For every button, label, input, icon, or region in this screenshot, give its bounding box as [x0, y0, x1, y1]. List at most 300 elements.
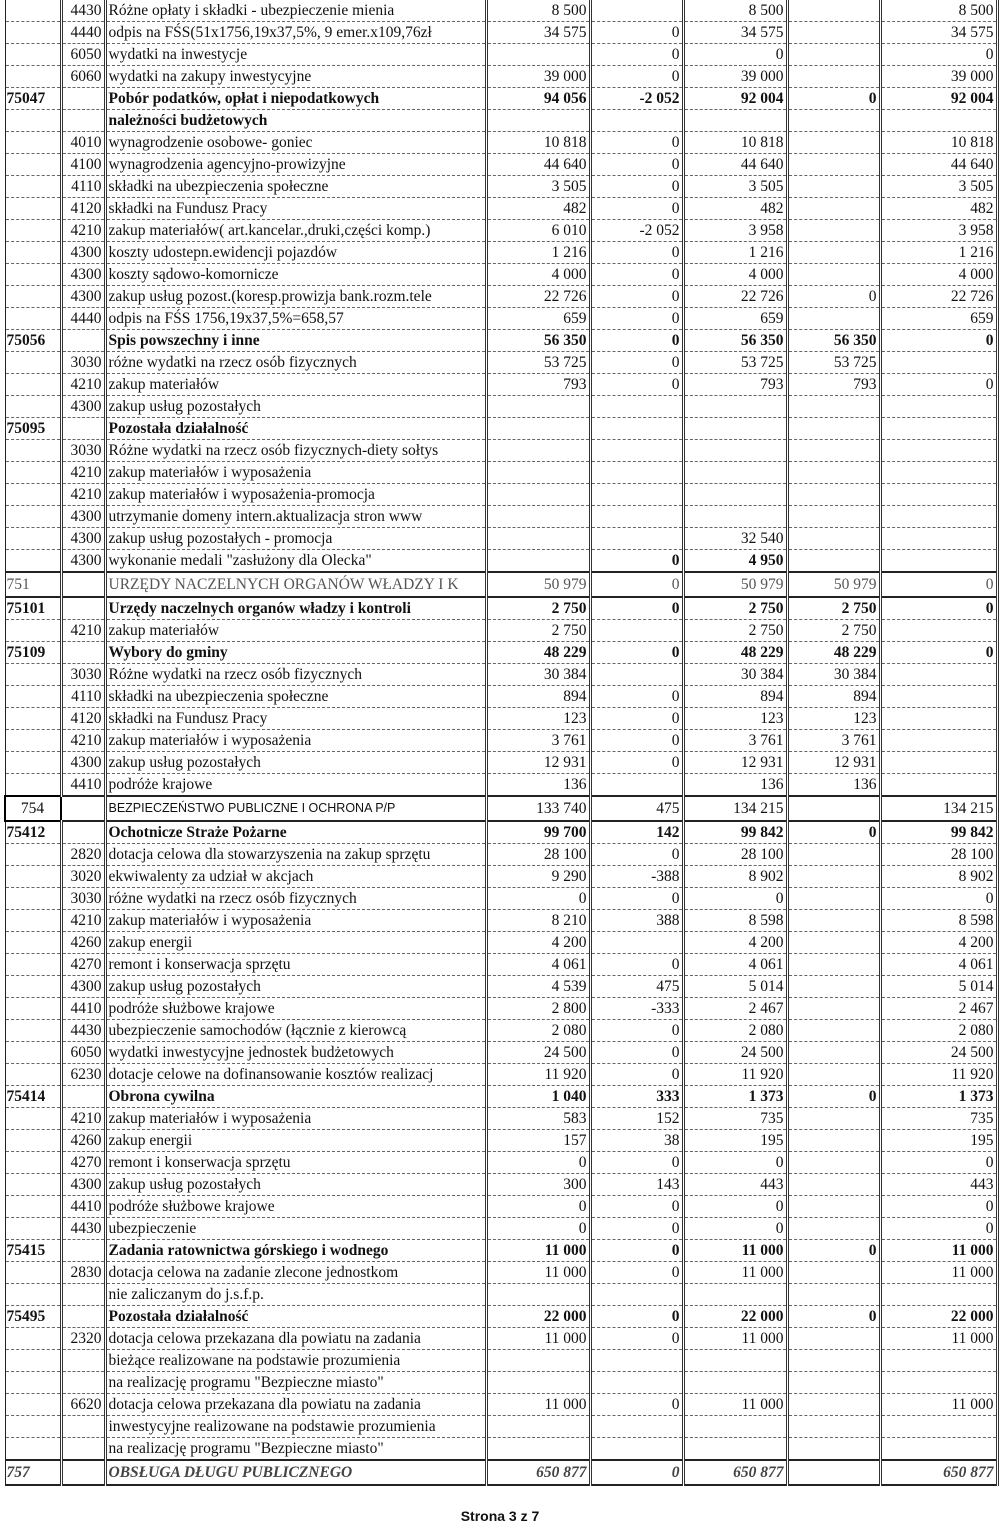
division-code [5, 774, 61, 797]
value-change [590, 620, 683, 642]
value-plan: 1 040 [486, 1086, 590, 1108]
division-code: 754 [5, 796, 61, 821]
value-plan: 94 056 [486, 88, 590, 110]
division-code [5, 1438, 61, 1461]
division-code [5, 686, 61, 708]
division-code [5, 22, 61, 44]
paragraph-code: 4410 [61, 998, 105, 1020]
value-own: 482 [880, 198, 997, 220]
value-after-change: 1 216 [683, 242, 787, 264]
item-name: odpis na FŚS(51x1756,19x37,5%, 9 emer.x109,76zł [105, 22, 486, 44]
division-code [5, 132, 61, 154]
value-change: 388 [590, 910, 683, 932]
division-code [5, 1196, 61, 1218]
value-own: 24 500 [880, 1042, 997, 1064]
value-change: 0 [590, 1460, 683, 1485]
item-name: Pozostała działalność [105, 1306, 486, 1328]
paragraph-code: 4010 [61, 132, 105, 154]
value-after-change [683, 484, 787, 506]
value-plan: 0 [486, 1218, 590, 1240]
value-own: 3 505 [880, 176, 997, 198]
division-code: 75047 [5, 88, 61, 110]
item-name: podróże służbowe krajowe [105, 998, 486, 1020]
value-own: 0 [880, 597, 997, 620]
paragraph-code: 6050 [61, 44, 105, 66]
value-after-change [683, 462, 787, 484]
table-row [5, 1042, 997, 1064]
value-commissioned [787, 528, 880, 550]
value-own: 0 [880, 642, 997, 664]
paragraph-code: 4300 [61, 976, 105, 998]
division-code [5, 220, 61, 242]
value-own [880, 1284, 997, 1306]
item-name: Obrona cywilna [105, 1086, 486, 1108]
table-row [5, 484, 997, 506]
division-code [5, 1020, 61, 1042]
value-plan: 9 290 [486, 866, 590, 888]
item-name: zakup materiałów i wyposażenia [105, 1108, 486, 1130]
division-code [5, 264, 61, 286]
paragraph-code: 4270 [61, 1152, 105, 1174]
division-code [5, 844, 61, 866]
value-commissioned: 53 725 [787, 352, 880, 374]
value-plan: 11 920 [486, 1064, 590, 1086]
table-row [5, 866, 997, 888]
value-change: 0 [590, 572, 683, 597]
value-change [590, 1416, 683, 1438]
value-commissioned: 0 [787, 1306, 880, 1328]
value-own [880, 550, 997, 573]
value-commissioned [787, 866, 880, 888]
paragraph-code: 3030 [61, 352, 105, 374]
value-plan: 0 [486, 888, 590, 910]
table-row [5, 708, 997, 730]
value-plan: 482 [486, 198, 590, 220]
division-code [5, 1108, 61, 1130]
paragraph-code: 6050 [61, 1042, 105, 1064]
value-own [880, 620, 997, 642]
value-commissioned [787, 154, 880, 176]
value-own: 1 373 [880, 1086, 997, 1108]
value-commissioned [787, 66, 880, 88]
division-code [5, 1174, 61, 1196]
value-after-change: 34 575 [683, 22, 787, 44]
value-plan: 11 000 [486, 1262, 590, 1284]
value-change: 333 [590, 1086, 683, 1108]
value-own [880, 708, 997, 730]
division-code [5, 198, 61, 220]
item-name: Wybory do gminy [105, 642, 486, 664]
value-after-change: 4 061 [683, 954, 787, 976]
item-name: nie zaliczanym do j.s.f.p. [105, 1284, 486, 1306]
table-row [5, 1262, 997, 1284]
value-change: 0 [590, 708, 683, 730]
value-after-change: 8 902 [683, 866, 787, 888]
value-change [590, 1372, 683, 1394]
value-plan: 4 000 [486, 264, 590, 286]
division-code [5, 550, 61, 573]
value-change: 0 [590, 597, 683, 620]
value-own: 0 [880, 44, 997, 66]
item-name: zakup materiałów i wyposażenia-promocja [105, 484, 486, 506]
paragraph-code [61, 642, 105, 664]
table-row [5, 1350, 997, 1372]
item-name: URZĘDY NACZELNYCH ORGANÓW WŁADZY I K [105, 572, 486, 597]
item-name: ubezpieczenie samochodów (łącznie z kierowcą [105, 1020, 486, 1042]
value-commissioned: 2 750 [787, 620, 880, 642]
division-code [5, 308, 61, 330]
value-change: 0 [590, 642, 683, 664]
paragraph-code: 4300 [61, 550, 105, 573]
value-after-change: 12 931 [683, 752, 787, 774]
value-after-change: 482 [683, 198, 787, 220]
value-commissioned [787, 796, 880, 821]
item-name: Pobór podatków, opłat i niepodatkowych [105, 88, 486, 110]
value-after-change: 28 100 [683, 844, 787, 866]
value-plan: 3 761 [486, 730, 590, 752]
value-commissioned [787, 462, 880, 484]
value-after-change: 2 750 [683, 597, 787, 620]
paragraph-code: 4440 [61, 22, 105, 44]
value-commissioned: 0 [787, 821, 880, 844]
value-own: 11 000 [880, 1240, 997, 1262]
division-code [5, 286, 61, 308]
chapter-row [5, 418, 997, 440]
value-after-change: 48 229 [683, 642, 787, 664]
value-commissioned [787, 844, 880, 866]
value-after-change: 10 818 [683, 132, 787, 154]
item-name: różne wydatki na rzecz osób fizycznych [105, 888, 486, 910]
value-commissioned: 30 384 [787, 664, 880, 686]
division-code [5, 1130, 61, 1152]
value-after-change: 22 000 [683, 1306, 787, 1328]
value-own [880, 730, 997, 752]
value-commissioned: 123 [787, 708, 880, 730]
item-name: zakup energii [105, 1130, 486, 1152]
value-change: 0 [590, 198, 683, 220]
division-code [5, 374, 61, 396]
value-change: -388 [590, 866, 683, 888]
paragraph-code: 4210 [61, 730, 105, 752]
value-change: 0 [590, 1042, 683, 1064]
paragraph-code: 4210 [61, 1108, 105, 1130]
chapter-row [5, 88, 997, 110]
item-name: na realizację programu "Bezpieczne miasto" [105, 1372, 486, 1394]
value-own: 8 500 [880, 0, 997, 22]
value-own: 39 000 [880, 66, 997, 88]
item-name: odpis na FŚS 1756,19x37,5%=658,57 [105, 308, 486, 330]
item-name: na realizację programu "Bezpieczne miasto" [105, 1438, 486, 1461]
paragraph-code: 4210 [61, 484, 105, 506]
value-own: 22 000 [880, 1306, 997, 1328]
division-code [5, 1372, 61, 1394]
table-row [5, 954, 997, 976]
item-name: utrzymanie domeny intern.aktualizacja stron www [105, 506, 486, 528]
value-own: 44 640 [880, 154, 997, 176]
value-after-change: 50 979 [683, 572, 787, 597]
value-commissioned [787, 484, 880, 506]
item-name: podróże służbowe krajowe [105, 1196, 486, 1218]
value-change: 0 [590, 308, 683, 330]
value-after-change [683, 506, 787, 528]
division-code: 75414 [5, 1086, 61, 1108]
value-commissioned [787, 1196, 880, 1218]
value-plan: 30 384 [486, 664, 590, 686]
table-row [5, 176, 997, 198]
item-name: ekwiwalenty za udział w akcjach [105, 866, 486, 888]
value-own: 11 920 [880, 1064, 997, 1086]
item-name: zakup materiałów [105, 620, 486, 642]
value-after-change [683, 1350, 787, 1372]
division-code [5, 176, 61, 198]
table-row [5, 220, 997, 242]
table-row [5, 1174, 997, 1196]
value-own: 11 000 [880, 1262, 997, 1284]
paragraph-code: 4260 [61, 932, 105, 954]
chapter-row [5, 821, 997, 844]
table-row [5, 0, 997, 22]
paragraph-code [61, 418, 105, 440]
value-own: 3 958 [880, 220, 997, 242]
paragraph-code [61, 330, 105, 352]
value-after-change: 0 [683, 1218, 787, 1240]
value-change: 0 [590, 330, 683, 352]
value-change: 0 [590, 1240, 683, 1262]
item-name: Różne wydatki na rzecz osób fizycznych [105, 664, 486, 686]
item-name: koszty sądowo-komornicze [105, 264, 486, 286]
value-plan: 300 [486, 1174, 590, 1196]
item-name: Pozostała działalność [105, 418, 486, 440]
value-plan: 99 700 [486, 821, 590, 844]
division-code [5, 66, 61, 88]
division-code: 75095 [5, 418, 61, 440]
value-commissioned [787, 1328, 880, 1350]
value-own: 0 [880, 374, 997, 396]
table-row [5, 352, 997, 374]
value-own: 0 [880, 888, 997, 910]
value-own: 659 [880, 308, 997, 330]
paragraph-code: 4410 [61, 774, 105, 797]
value-own: 34 575 [880, 22, 997, 44]
value-plan: 39 000 [486, 66, 590, 88]
paragraph-code [61, 572, 105, 597]
division-code [5, 1262, 61, 1284]
value-own: 2 467 [880, 998, 997, 1020]
item-name: wydatki inwestycyjne jednostek budżetowych [105, 1042, 486, 1064]
value-own [880, 1416, 997, 1438]
value-plan [486, 1416, 590, 1438]
value-plan [486, 528, 590, 550]
value-change [590, 774, 683, 797]
value-own: 8 598 [880, 910, 997, 932]
value-own [880, 774, 997, 797]
value-own: 28 100 [880, 844, 997, 866]
value-change: 0 [590, 352, 683, 374]
value-after-change: 0 [683, 44, 787, 66]
value-after-change: 443 [683, 1174, 787, 1196]
item-name: składki na ubezpieczenia społeczne [105, 686, 486, 708]
paragraph-code: 4100 [61, 154, 105, 176]
value-change [590, 528, 683, 550]
paragraph-code [61, 1240, 105, 1262]
table-row [5, 1438, 997, 1461]
table-row [5, 462, 997, 484]
table-row [5, 1218, 997, 1240]
paragraph-code [61, 1306, 105, 1328]
value-after-change: 99 842 [683, 821, 787, 844]
paragraph-code: 4210 [61, 374, 105, 396]
paragraph-code: 4210 [61, 910, 105, 932]
division-code [5, 730, 61, 752]
value-after-change: 650 877 [683, 1460, 787, 1485]
item-name: BEZPIECZEŃSTWO PUBLICZNE I OCHRONA P/P [105, 796, 486, 821]
division-code [5, 396, 61, 418]
item-name: składki na Fundusz Pracy [105, 708, 486, 730]
value-commissioned: 0 [787, 286, 880, 308]
table-row [5, 396, 997, 418]
division-code [5, 1284, 61, 1306]
value-after-change: 30 384 [683, 664, 787, 686]
table-row [5, 910, 997, 932]
value-after-change: 8 598 [683, 910, 787, 932]
division-code [5, 888, 61, 910]
value-plan: 10 818 [486, 132, 590, 154]
value-change: 0 [590, 550, 683, 573]
table-row [5, 286, 997, 308]
value-commissioned [787, 1372, 880, 1394]
division-code: 75109 [5, 642, 61, 664]
paragraph-code [61, 1460, 105, 1485]
value-own: 443 [880, 1174, 997, 1196]
paragraph-code: 4210 [61, 620, 105, 642]
value-commissioned [787, 1350, 880, 1372]
division-code [5, 1042, 61, 1064]
table-row [5, 374, 997, 396]
table-row [5, 1108, 997, 1130]
value-after-change [683, 418, 787, 440]
value-commissioned [787, 1064, 880, 1086]
value-commissioned: 0 [787, 1086, 880, 1108]
value-change [590, 1438, 683, 1461]
value-own: 22 726 [880, 286, 997, 308]
value-after-change: 56 350 [683, 330, 787, 352]
paragraph-code [61, 1416, 105, 1438]
value-plan: 11 000 [486, 1328, 590, 1350]
value-change [590, 932, 683, 954]
value-change: 0 [590, 286, 683, 308]
value-change: 475 [590, 796, 683, 821]
value-plan: 1 216 [486, 242, 590, 264]
value-change: 0 [590, 264, 683, 286]
value-commissioned [787, 1460, 880, 1485]
value-commissioned [787, 932, 880, 954]
value-own: 11 000 [880, 1394, 997, 1416]
value-after-change [683, 1372, 787, 1394]
value-plan: 123 [486, 708, 590, 730]
value-plan [486, 1350, 590, 1372]
table-row [5, 1394, 997, 1416]
table-row [5, 264, 997, 286]
value-change [590, 1350, 683, 1372]
value-commissioned [787, 888, 880, 910]
value-plan: 133 740 [486, 796, 590, 821]
value-own [880, 752, 997, 774]
division-code [5, 708, 61, 730]
value-after-change: 136 [683, 774, 787, 797]
value-after-change [683, 1416, 787, 1438]
table-row [5, 22, 997, 44]
value-plan: 2 750 [486, 597, 590, 620]
item-name: dotacja celowa przekazana dla powiatu na zadania [105, 1394, 486, 1416]
value-after-change: 5 014 [683, 976, 787, 998]
value-commissioned [787, 44, 880, 66]
value-commissioned: 0 [787, 1240, 880, 1262]
division-code [5, 1394, 61, 1416]
value-change [590, 664, 683, 686]
value-own [880, 484, 997, 506]
paragraph-code: 3030 [61, 664, 105, 686]
value-commissioned: 50 979 [787, 572, 880, 597]
value-own: 0 [880, 1152, 997, 1174]
value-commissioned [787, 308, 880, 330]
table-row [5, 1196, 997, 1218]
value-change: 152 [590, 1108, 683, 1130]
table-row [5, 132, 997, 154]
value-plan: 8 500 [486, 0, 590, 22]
value-own: 735 [880, 1108, 997, 1130]
value-plan: 2 080 [486, 1020, 590, 1042]
value-commissioned: 56 350 [787, 330, 880, 352]
division-code [5, 484, 61, 506]
item-name: Urzędy naczelnych organów władzy i kontroli [105, 597, 486, 620]
item-name: zakup usług pozostałych [105, 752, 486, 774]
item-name: zakup materiałów i wyposażenia [105, 730, 486, 752]
value-plan [486, 484, 590, 506]
item-name: koszty udostepn.ewidencji pojazdów [105, 242, 486, 264]
value-commissioned [787, 242, 880, 264]
table-row [5, 44, 997, 66]
value-after-change [683, 440, 787, 462]
value-commissioned [787, 110, 880, 132]
value-plan: 157 [486, 1130, 590, 1152]
item-name: inwestycyjne realizowane na podstawie prozumienia [105, 1416, 486, 1438]
value-plan: 659 [486, 308, 590, 330]
value-change: 0 [590, 730, 683, 752]
value-change [590, 506, 683, 528]
value-after-change: 3 958 [683, 220, 787, 242]
value-plan: 4 061 [486, 954, 590, 976]
table-row [5, 440, 997, 462]
table-row [5, 66, 997, 88]
value-after-change: 92 004 [683, 88, 787, 110]
value-commissioned [787, 1416, 880, 1438]
value-after-change [683, 1284, 787, 1306]
budget-table [4, 0, 999, 1486]
division-code [5, 44, 61, 66]
item-name: remont i konserwacja sprzętu [105, 954, 486, 976]
division-code: 751 [5, 572, 61, 597]
table-row [5, 998, 997, 1020]
division-code [5, 1152, 61, 1174]
value-change: 0 [590, 374, 683, 396]
value-after-change: 0 [683, 888, 787, 910]
table-row [5, 1130, 997, 1152]
value-commissioned [787, 22, 880, 44]
value-after-change: 4 000 [683, 264, 787, 286]
value-change [590, 418, 683, 440]
item-name: Różne wydatki na rzecz osób fizycznych-diety sołtys [105, 440, 486, 462]
value-change [590, 484, 683, 506]
